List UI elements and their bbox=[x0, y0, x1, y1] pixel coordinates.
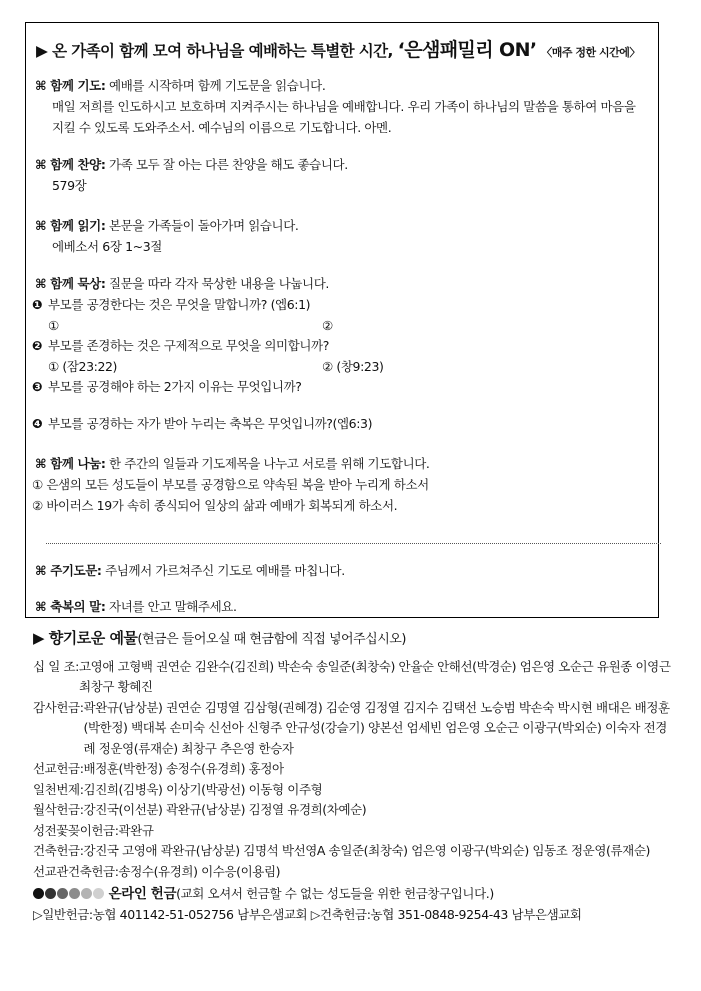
reading-title: 함께 읽기: bbox=[50, 218, 106, 233]
offering-names: 김진희(김병욱) 이상기(박광선) 이동형 이주형 bbox=[83, 781, 323, 797]
offering-row bbox=[33, 800, 673, 821]
offering-label: 일천번제: bbox=[33, 781, 84, 797]
blessing-title: 축복의 말: bbox=[50, 599, 106, 614]
answer-1: ① bbox=[48, 318, 59, 333]
question-text: 부모를 공경하는 자가 받아 누리는 축복은 무엇입니까?(엡6:3) bbox=[48, 416, 373, 431]
sharing-section bbox=[32, 453, 647, 516]
offering-row bbox=[33, 780, 673, 801]
question-2 bbox=[32, 335, 647, 356]
section-mark: ⌘ bbox=[35, 218, 47, 233]
question-number: ❶ bbox=[32, 297, 43, 312]
question-number: ❷ bbox=[32, 338, 43, 353]
section-mark: ⌘ bbox=[35, 157, 47, 172]
question-2-answers bbox=[32, 356, 647, 376]
offering-names: 강진국 고영애 곽완규(남상분) 김명석 박선영A 송일준(최창숙) 엄은영 이광구(박외순) 임동조 정운영(류재순) bbox=[83, 843, 650, 858]
meditation-desc: 질문을 따라 각자 묵상한 내용을 나눕니다. bbox=[109, 276, 329, 291]
offering-row bbox=[33, 862, 673, 883]
online-offering bbox=[33, 884, 673, 905]
offering-row bbox=[33, 698, 673, 760]
prayer-section bbox=[35, 75, 650, 138]
bank-accounts: ▷일반헌금:농협 401142-51-052756 남부은샘교회 ▷건축헌금:농협 351-0848-9254-43 남부은샘교회 bbox=[33, 906, 582, 922]
offering-row bbox=[33, 759, 673, 780]
question-1-answers bbox=[32, 315, 647, 335]
reading-desc: 본문을 가족들이 돌아가며 읽습니다. bbox=[109, 218, 299, 233]
offering-names: 배정훈(박한정) 송정수(유경희) 홍정아 bbox=[83, 761, 284, 776]
offering-section bbox=[33, 628, 673, 925]
offering-row bbox=[33, 657, 673, 698]
prayer-title: 함께 기도: bbox=[50, 78, 106, 93]
offering-heading: ▶ 향기로운 예물 bbox=[33, 629, 138, 647]
offering-label: 월삭헌금: bbox=[33, 802, 84, 817]
sharing-title: 함께 나눔: bbox=[50, 456, 106, 471]
online-title: 온라인 헌금 bbox=[108, 886, 177, 902]
answer-2: ② bbox=[322, 318, 333, 333]
question-1 bbox=[32, 294, 647, 315]
blessing-section bbox=[35, 596, 650, 617]
offering-title bbox=[33, 628, 673, 651]
question-text: 부모를 공경해야 하는 2가지 이유는 무엇입니까? bbox=[48, 379, 302, 394]
header-brand: ‘은샘패밀리 ON’ bbox=[397, 39, 537, 61]
lords-prayer-section bbox=[35, 560, 650, 581]
praise-desc: 가족 모두 잘 아는 다른 찬양을 해도 좋습니다. bbox=[109, 157, 348, 172]
praise-title: 함께 찬양: bbox=[50, 157, 106, 172]
offering-row bbox=[33, 841, 673, 862]
family-worship-box bbox=[25, 22, 659, 618]
reading-section bbox=[35, 215, 650, 257]
header-prefix: ▶ 온 가족이 함께 모여 하나님을 예배하는 특별한 시간, bbox=[36, 42, 393, 60]
sharing-item: ② 바이러스 19가 속히 종식되어 일상의 삶과 예배가 회복되게 하소서. bbox=[32, 498, 398, 513]
meditation-section bbox=[32, 273, 647, 434]
circle-dot bbox=[33, 888, 44, 899]
circles-icon bbox=[33, 884, 105, 905]
offering-label: 선교관건축헌금: bbox=[33, 863, 119, 879]
offering-label: 십 일 조: bbox=[33, 658, 79, 674]
meditation-title: 함께 묵상: bbox=[50, 276, 106, 291]
offering-names: 송정수(유경희) 이수응(이용림) bbox=[118, 863, 281, 879]
offering-names: 고영애 고형백 권연순 김완수(김진희) 박손숙 송일준(최창숙) 안율순 안해선(박경순) 엄은영 오순근 유원종 이영근 최창구 황혜진 bbox=[78, 658, 671, 694]
question-text: 부모를 공경한다는 것은 무엇을 말합니까? (엡6:1) bbox=[48, 297, 311, 312]
offering-label: 선교헌금: bbox=[33, 761, 84, 776]
offering-names: 강진국(이선분) 곽완규(남상분) 김정열 유경희(차예순) bbox=[83, 802, 367, 817]
question-number: ❹ bbox=[32, 416, 43, 431]
circle-dot bbox=[57, 888, 68, 899]
lords-prayer-title: 주기도문: bbox=[50, 563, 102, 578]
section-mark: ⌘ bbox=[35, 276, 47, 291]
sharing-desc: 한 주간의 일들과 기도제목을 나누고 서로를 위해 기도합니다. bbox=[109, 456, 430, 471]
lords-prayer-desc: 주님께서 가르쳐주신 기도로 예배를 마칩니다. bbox=[105, 563, 345, 578]
offering-label: 건축헌금: bbox=[33, 843, 84, 858]
section-mark: ⌘ bbox=[35, 78, 47, 93]
reading-text: 에베소서 6장 1~3절 bbox=[52, 239, 162, 254]
family-worship-header bbox=[36, 35, 640, 62]
question-3 bbox=[32, 376, 647, 397]
question-number: ❸ bbox=[32, 379, 43, 394]
offering-label: 성전꽃꽂이헌금: bbox=[33, 822, 119, 838]
offering-names: 곽완규(남상분) 권연순 김명열 김삼형(권혜경) 김순영 김정열 김지수 김택선 노승범 박손숙 박시현 배대은 배정훈(박한정) 백대복 손미숙 신선아 신형주 안규성(강슬기) 양본선 엄세빈 엄은영 오순근 이광구(박외순) 이숙자 전경례 정운영(류재순) 최창구 추은영 한승자 bbox=[83, 699, 670, 756]
blessing-desc: 자녀를 안고 말해주세요. bbox=[109, 599, 237, 614]
sharing-item: ① 은샘의 모든 성도들이 부모를 공경함으로 약속된 복을 받아 누리게 하소서 bbox=[32, 477, 429, 492]
header-suffix: 〈매주 정한 시간에〉 bbox=[541, 46, 640, 59]
answer-1: ① (잠23:22) bbox=[48, 359, 118, 374]
circle-dot bbox=[69, 888, 80, 899]
offering-names: 곽완규 bbox=[118, 822, 154, 838]
praise-text: 579장 bbox=[52, 178, 87, 193]
circle-dot bbox=[93, 888, 104, 899]
section-mark: ⌘ bbox=[35, 563, 47, 578]
prayer-desc: 예배를 시작하며 함께 기도문을 읽습니다. bbox=[109, 78, 326, 93]
offering-note: (현금은 들어오실 때 현금함에 직접 넣어주십시오) bbox=[137, 632, 406, 647]
prayer-text: 매일 저희를 인도하시고 보호하며 지켜주시는 하나님을 예배합니다. 우리 가족이 하나님의 말씀을 통하여 마음을 지킬 수 있도록 도와주소서. 예수님의 이름으로 기도합니다. 아멘. bbox=[52, 99, 636, 135]
circle-dot bbox=[81, 888, 92, 899]
offering-label: 감사헌금: bbox=[33, 699, 84, 715]
answer-2: ② (창9:23) bbox=[322, 359, 384, 374]
circle-dot bbox=[45, 888, 56, 899]
praise-section bbox=[35, 154, 650, 196]
offering-list bbox=[33, 657, 673, 883]
offering-row bbox=[33, 821, 673, 842]
question-4 bbox=[32, 413, 647, 434]
question-text: 부모를 존경하는 것은 구제적으로 무엇을 의미합니까? bbox=[48, 338, 329, 353]
online-note: (교회 오셔서 헌금할 수 없는 성도들을 위한 헌금창구입니다.) bbox=[176, 886, 494, 901]
section-mark: ⌘ bbox=[35, 456, 47, 471]
section-mark: ⌘ bbox=[35, 599, 47, 614]
dotted-divider bbox=[46, 543, 661, 544]
